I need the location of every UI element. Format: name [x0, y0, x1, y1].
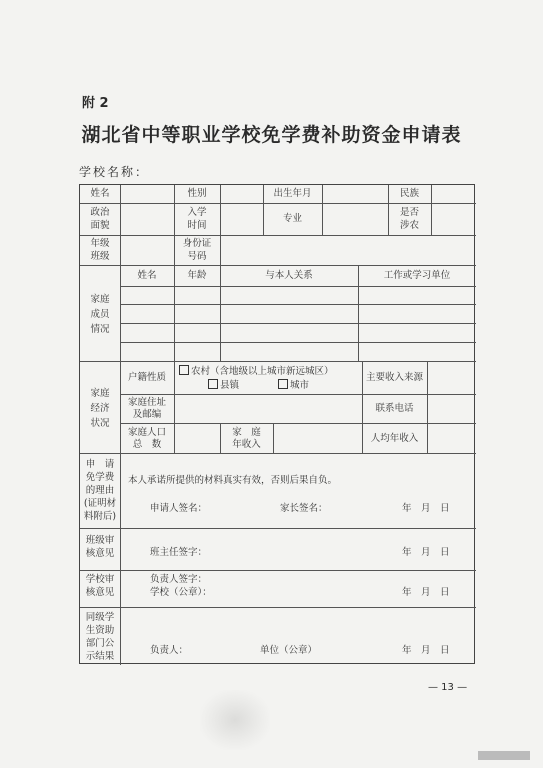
- grid-line: [80, 235, 476, 236]
- enroll-time-label: 入学: [187, 207, 207, 218]
- family-members-label-3: 情况: [90, 324, 110, 335]
- grid-line: [80, 528, 476, 529]
- parent-signature-label: 家长签名：: [280, 503, 328, 514]
- agriculture-label-2: 涉农: [399, 220, 419, 231]
- grade-class-label: 年级: [90, 238, 110, 249]
- document-title: 湖北省中等职业学校免学费补助资金申请表: [81, 124, 462, 146]
- phone-label: 联系电话: [375, 403, 414, 414]
- birth-date-label: 出生年月: [273, 188, 312, 199]
- grid-line: [80, 570, 476, 571]
- annual-income-label-2: 年收入: [232, 439, 261, 450]
- application-form: [79, 184, 475, 664]
- grid-line: [220, 185, 221, 265]
- id-number-label: 身份证: [182, 238, 212, 249]
- grid-line: [80, 265, 476, 266]
- grid-line: [273, 423, 274, 453]
- scan-smudge: [200, 690, 270, 750]
- dept-date: 年 月 日: [402, 645, 450, 656]
- family-members-label: 家庭: [90, 294, 110, 305]
- household-town-option[interactable]: 县镇: [208, 379, 239, 392]
- checkbox-icon[interactable]: [278, 379, 288, 389]
- gender-label: 性别: [187, 188, 207, 199]
- family-header-relation: 与本人关系: [265, 270, 313, 281]
- checkbox-icon[interactable]: [208, 379, 218, 389]
- household-city-option[interactable]: 城市: [278, 379, 309, 392]
- grade-class-label-2: 班级: [90, 251, 110, 262]
- school-review-label: 学校审: [85, 574, 115, 585]
- household-size-label-2: 总 数: [132, 439, 162, 450]
- applicant-signature-label: 申请人签名：: [150, 503, 208, 514]
- head-teacher-signature-label: 班主任签字：: [150, 547, 208, 558]
- family-economy-label: 家庭: [90, 388, 110, 399]
- family-members-label-2: 成员: [90, 309, 110, 320]
- id-number-label-2: 号码: [187, 251, 207, 262]
- reason-date: 年 月 日: [402, 503, 450, 514]
- reason-label-2: 免学费: [85, 472, 115, 483]
- grid-line: [427, 361, 428, 453]
- attachment-label: 附 2: [82, 96, 109, 111]
- grid-line: [322, 185, 323, 235]
- grid-line: [174, 361, 175, 453]
- school-name-label: 学校名称：: [79, 165, 150, 179]
- page-number: — 13 —: [428, 682, 468, 693]
- family-economy-label-3: 状况: [90, 418, 110, 429]
- dept-label-1: 同级学: [85, 612, 115, 623]
- agriculture-label: 是否: [399, 207, 419, 218]
- class-review-label-2: 核意见: [85, 548, 115, 559]
- reason-label-3: 的理由: [85, 485, 115, 496]
- checkbox-icon[interactable]: [179, 365, 189, 375]
- reason-label-4: (证明材: [83, 498, 117, 509]
- reason-label-1: 申 请: [85, 459, 115, 470]
- grid-line: [80, 607, 476, 608]
- name-label: 姓名: [90, 188, 110, 199]
- school-review-label-2: 核意见: [85, 587, 115, 598]
- class-review-label: 班级审: [85, 535, 115, 546]
- family-economy-label-2: 经济: [90, 403, 110, 414]
- dept-unit-seal-label: 单位（公章）: [260, 645, 318, 656]
- watermark-logo: [478, 751, 530, 760]
- main-income-label: 主要收入来源: [365, 372, 423, 383]
- family-header-name: 姓名: [137, 270, 157, 281]
- household-type-label: 户籍性质: [127, 372, 166, 383]
- school-review-date: 年 月 日: [402, 587, 450, 598]
- dept-label-3: 部门公: [85, 638, 115, 649]
- grid-line: [431, 185, 432, 235]
- annual-income-label: 家 庭: [232, 427, 261, 438]
- per-capita-income-label: 人均年收入: [370, 433, 419, 444]
- school-seal-label: 学校（公章）：: [150, 587, 212, 598]
- household-size-label: 家庭人口: [127, 427, 166, 438]
- grid-line: [120, 185, 121, 665]
- pledge-text: 本人承诺所提供的材料真实有效，否则后果自负。: [128, 475, 338, 486]
- dept-label-4: 示结果: [85, 651, 115, 662]
- family-header-age: 年龄: [187, 270, 207, 281]
- reason-label-5: 料附后): [83, 511, 117, 522]
- dept-responsible-label: 负责人：: [150, 645, 189, 656]
- household-rural-option[interactable]: 农村（含地级以上城市新远城区）: [179, 365, 334, 378]
- major-label: 专业: [282, 213, 302, 224]
- enroll-time-label-2: 时间: [187, 220, 207, 231]
- grid-line: [80, 203, 476, 204]
- ethnicity-label: 民族: [399, 188, 419, 199]
- political-status-label-2: 面貌: [90, 220, 110, 231]
- political-status-label: 政治: [90, 207, 110, 218]
- responsible-signature-label: 负责人签字：: [150, 574, 208, 585]
- grid-line: [80, 453, 476, 454]
- family-header-workplace: 工作或学习单位: [383, 270, 451, 281]
- class-review-date: 年 月 日: [402, 547, 450, 558]
- address-label-2: 及邮编: [132, 409, 162, 420]
- address-label: 家庭住址: [127, 397, 166, 408]
- grid-line: [80, 361, 476, 362]
- dept-label-2: 生资助: [85, 625, 115, 636]
